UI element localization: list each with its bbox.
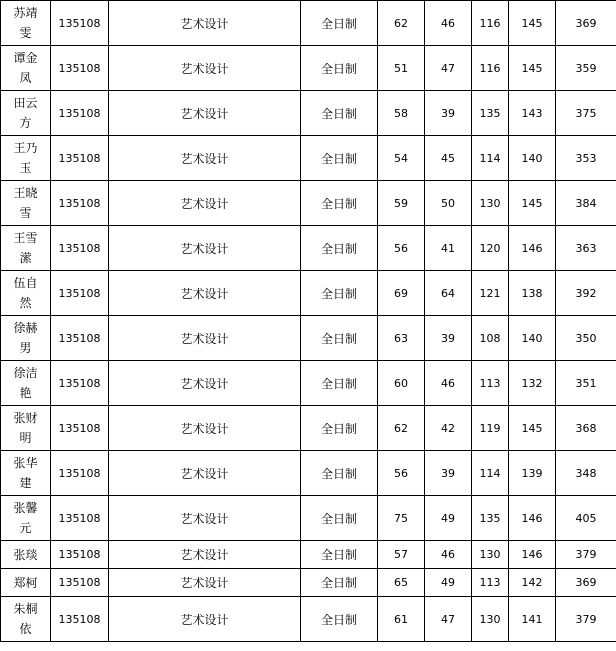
total-score-cell: 392 <box>556 271 616 316</box>
program-code-cell: 135108 <box>51 91 109 136</box>
score-3-cell: 121 <box>472 271 509 316</box>
table-row <box>1 361 616 406</box>
score-4-cell: 138 <box>509 271 556 316</box>
program-code-cell: 135108 <box>51 316 109 361</box>
study-mode-cell: 全日制 <box>301 91 378 136</box>
score-4-cell: 139 <box>509 451 556 496</box>
name-line-1: 张馨 <box>13 501 38 515</box>
name-line-1: 谭金 <box>13 51 38 65</box>
name-line-1: 伍自 <box>13 276 38 290</box>
score-1-cell: 69 <box>378 271 425 316</box>
program-code-cell: 135108 <box>51 1 109 46</box>
score-4-cell: 141 <box>509 597 556 642</box>
student-name-cell <box>1 271 51 316</box>
name-line-2: 方 <box>19 116 32 130</box>
total-score-cell: 353 <box>556 136 616 181</box>
study-mode-cell: 全日制 <box>301 316 378 361</box>
score-2-cell: 46 <box>425 361 472 406</box>
name-line-1: 朱桐 <box>13 602 38 616</box>
total-score-cell: 379 <box>556 541 616 569</box>
score-2-cell: 46 <box>425 1 472 46</box>
study-mode-cell: 全日制 <box>301 597 378 642</box>
name-line-2: 雪 <box>19 206 32 220</box>
name-line-1: 王雪 <box>13 231 38 245</box>
score-2-cell: 39 <box>425 451 472 496</box>
score-4-cell: 132 <box>509 361 556 406</box>
name-line-1: 张华 <box>13 456 38 470</box>
study-mode-cell: 全日制 <box>301 1 378 46</box>
student-name-cell <box>1 597 51 642</box>
study-mode-cell: 全日制 <box>301 226 378 271</box>
student-name-cell <box>1 361 51 406</box>
table-body <box>1 1 616 642</box>
score-3-cell: 116 <box>472 46 509 91</box>
table-row <box>1 316 616 361</box>
score-4-cell: 143 <box>509 91 556 136</box>
program-code-cell: 135108 <box>51 451 109 496</box>
score-3-cell: 130 <box>472 541 509 569</box>
program-code-cell: 135108 <box>51 597 109 642</box>
score-4-cell: 145 <box>509 46 556 91</box>
major-cell: 艺术设计 <box>109 271 301 316</box>
table-row <box>1 1 616 46</box>
name-line-1: 王乃 <box>13 141 38 155</box>
study-mode-cell: 全日制 <box>301 569 378 597</box>
program-code-cell: 135108 <box>51 496 109 541</box>
program-code-cell: 135108 <box>51 136 109 181</box>
score-2-cell: 41 <box>425 226 472 271</box>
score-2-cell: 50 <box>425 181 472 226</box>
study-mode-cell: 全日制 <box>301 181 378 226</box>
name-line-2: 玉 <box>19 161 32 175</box>
score-1-cell: 65 <box>378 569 425 597</box>
name-line-1: 张财 <box>13 411 38 425</box>
program-code-cell: 135108 <box>51 46 109 91</box>
score-3-cell: 120 <box>472 226 509 271</box>
student-name-cell <box>1 541 51 569</box>
major-cell: 艺术设计 <box>109 46 301 91</box>
score-2-cell: 64 <box>425 271 472 316</box>
major-cell: 艺术设计 <box>109 316 301 361</box>
major-cell: 艺术设计 <box>109 181 301 226</box>
name-line-2: 艳 <box>19 386 32 400</box>
score-3-cell: 130 <box>472 597 509 642</box>
score-1-cell: 59 <box>378 181 425 226</box>
score-4-cell: 146 <box>509 496 556 541</box>
name-line-2: 元 <box>19 521 32 535</box>
name-line-2: 男 <box>19 341 32 355</box>
score-1-cell: 63 <box>378 316 425 361</box>
total-score-cell: 351 <box>556 361 616 406</box>
table-row <box>1 91 616 136</box>
score-3-cell: 135 <box>472 91 509 136</box>
score-3-cell: 108 <box>472 316 509 361</box>
table-row <box>1 181 616 226</box>
major-cell: 艺术设计 <box>109 541 301 569</box>
student-name-cell <box>1 46 51 91</box>
table-row <box>1 569 616 597</box>
total-score-cell: 375 <box>556 91 616 136</box>
total-score-cell: 369 <box>556 1 616 46</box>
name-line-2: 凤 <box>19 71 32 85</box>
study-mode-cell: 全日制 <box>301 406 378 451</box>
table-row <box>1 406 616 451</box>
student-name-cell <box>1 451 51 496</box>
name-line-2: 雯 <box>19 26 32 40</box>
total-score-cell: 359 <box>556 46 616 91</box>
study-mode-cell: 全日制 <box>301 361 378 406</box>
table-row <box>1 271 616 316</box>
table-row <box>1 451 616 496</box>
score-2-cell: 39 <box>425 91 472 136</box>
total-score-cell: 368 <box>556 406 616 451</box>
major-cell: 艺术设计 <box>109 91 301 136</box>
score-1-cell: 62 <box>378 1 425 46</box>
study-mode-cell: 全日制 <box>301 46 378 91</box>
student-name-cell <box>1 1 51 46</box>
student-name-cell <box>1 226 51 271</box>
study-mode-cell: 全日制 <box>301 451 378 496</box>
name-line-2: 依 <box>19 622 32 636</box>
score-2-cell: 39 <box>425 316 472 361</box>
score-1-cell: 62 <box>378 406 425 451</box>
table-row <box>1 136 616 181</box>
score-1-cell: 56 <box>378 226 425 271</box>
score-4-cell: 140 <box>509 136 556 181</box>
table-row <box>1 541 616 569</box>
major-cell: 艺术设计 <box>109 406 301 451</box>
program-code-cell: 135108 <box>51 361 109 406</box>
score-1-cell: 51 <box>378 46 425 91</box>
table-row <box>1 226 616 271</box>
program-code-cell: 135108 <box>51 541 109 569</box>
program-code-cell: 135108 <box>51 271 109 316</box>
study-mode-cell: 全日制 <box>301 496 378 541</box>
score-4-cell: 145 <box>509 406 556 451</box>
score-2-cell: 46 <box>425 541 472 569</box>
score-4-cell: 140 <box>509 316 556 361</box>
total-score-cell: 405 <box>556 496 616 541</box>
score-3-cell: 113 <box>472 361 509 406</box>
program-code-cell: 135108 <box>51 569 109 597</box>
score-4-cell: 146 <box>509 226 556 271</box>
score-3-cell: 119 <box>472 406 509 451</box>
major-cell: 艺术设计 <box>109 136 301 181</box>
student-name-cell <box>1 496 51 541</box>
score-2-cell: 45 <box>425 136 472 181</box>
student-name-cell <box>1 406 51 451</box>
score-4-cell: 145 <box>509 1 556 46</box>
score-4-cell: 145 <box>509 181 556 226</box>
name-line-1: 苏靖 <box>13 6 38 20</box>
major-cell: 艺术设计 <box>109 361 301 406</box>
score-2-cell: 42 <box>425 406 472 451</box>
score-1-cell: 54 <box>378 136 425 181</box>
study-mode-cell: 全日制 <box>301 271 378 316</box>
major-cell: 艺术设计 <box>109 1 301 46</box>
total-score-cell: 363 <box>556 226 616 271</box>
score-1-cell: 60 <box>378 361 425 406</box>
table-row <box>1 46 616 91</box>
program-code-cell: 135108 <box>51 226 109 271</box>
score-1-cell: 57 <box>378 541 425 569</box>
table-row <box>1 496 616 541</box>
name-line-1: 田云 <box>13 96 38 110</box>
student-name-cell <box>1 316 51 361</box>
score-2-cell: 47 <box>425 46 472 91</box>
score-2-cell: 49 <box>425 569 472 597</box>
study-mode-cell: 全日制 <box>301 136 378 181</box>
score-1-cell: 61 <box>378 597 425 642</box>
major-cell: 艺术设计 <box>109 569 301 597</box>
score-1-cell: 75 <box>378 496 425 541</box>
score-2-cell: 49 <box>425 496 472 541</box>
name-line-2: 明 <box>19 431 32 445</box>
major-cell: 艺术设计 <box>109 226 301 271</box>
score-4-cell: 142 <box>509 569 556 597</box>
score-2-cell: 47 <box>425 597 472 642</box>
major-cell: 艺术设计 <box>109 597 301 642</box>
score-3-cell: 113 <box>472 569 509 597</box>
student-name-cell <box>1 181 51 226</box>
score-3-cell: 114 <box>472 136 509 181</box>
total-score-cell: 379 <box>556 597 616 642</box>
score-3-cell: 114 <box>472 451 509 496</box>
name-line-1: 徐赫 <box>13 321 38 335</box>
total-score-cell: 384 <box>556 181 616 226</box>
total-score-cell: 350 <box>556 316 616 361</box>
name-line-2: 潆 <box>19 251 32 265</box>
score-3-cell: 135 <box>472 496 509 541</box>
name-line-2: 然 <box>19 296 32 310</box>
name-line-2: 建 <box>19 476 32 490</box>
student-name-cell <box>1 91 51 136</box>
score-1-cell: 56 <box>378 451 425 496</box>
student-name-cell <box>1 136 51 181</box>
table-row <box>1 597 616 642</box>
score-1-cell: 58 <box>378 91 425 136</box>
name-line-1: 徐洁 <box>13 366 38 380</box>
major-cell: 艺术设计 <box>109 496 301 541</box>
score-3-cell: 116 <box>472 1 509 46</box>
total-score-cell: 369 <box>556 569 616 597</box>
name-line-1: 王晓 <box>13 186 38 200</box>
study-mode-cell: 全日制 <box>301 541 378 569</box>
name-line-1: 张琰 <box>13 547 38 562</box>
score-4-cell: 146 <box>509 541 556 569</box>
score-3-cell: 130 <box>472 181 509 226</box>
name-line-1: 郑柯 <box>13 575 38 590</box>
student-name-cell <box>1 569 51 597</box>
total-score-cell: 348 <box>556 451 616 496</box>
program-code-cell: 135108 <box>51 406 109 451</box>
program-code-cell: 135108 <box>51 181 109 226</box>
major-cell: 艺术设计 <box>109 451 301 496</box>
